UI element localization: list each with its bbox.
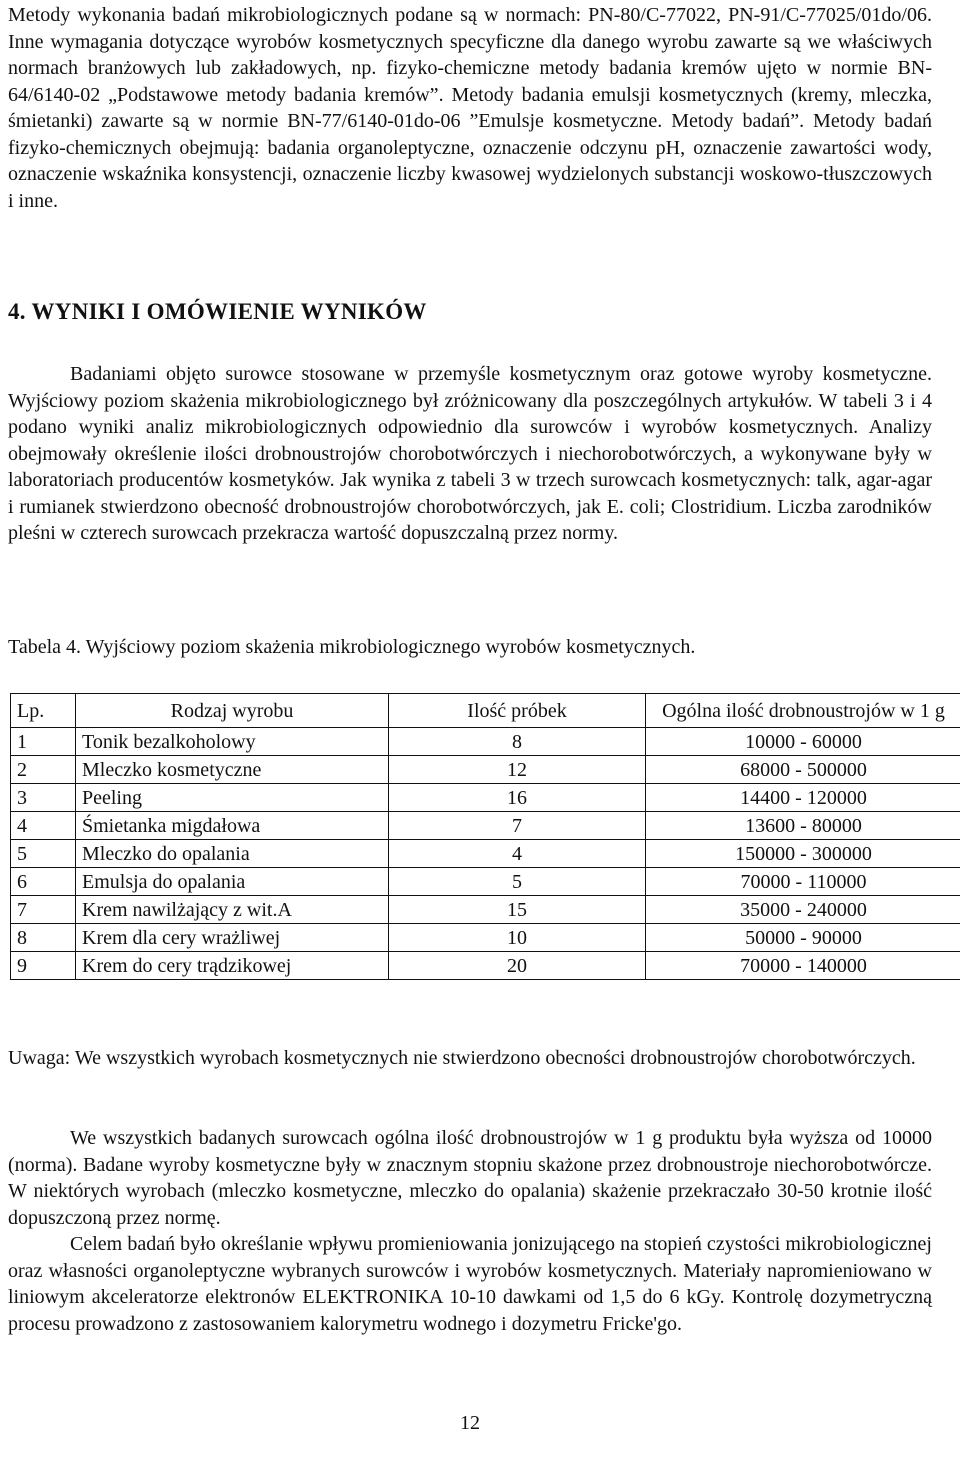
row-sample-count: 12 xyxy=(389,756,646,784)
row-sample-count: 4 xyxy=(389,840,646,868)
row-sample-count: 7 xyxy=(389,812,646,840)
row-lp: 4 xyxy=(11,812,76,840)
row-sample-count: 20 xyxy=(389,952,646,980)
table-row xyxy=(11,728,960,756)
row-sample-count: 5 xyxy=(389,868,646,896)
row-microbe-count: 50000 - 90000 xyxy=(646,924,960,952)
row-product-type: Krem dla cery wrażliwej xyxy=(76,924,389,952)
table-row xyxy=(11,952,960,980)
table-row xyxy=(11,896,960,924)
row-lp: 1 xyxy=(11,728,76,756)
header-microbe-count: Ogólna ilość drobnoustrojów w 1 g xyxy=(646,694,960,728)
row-product-type: Tonik bezalkoholowy xyxy=(76,728,389,756)
header-sample-count: Ilość próbek xyxy=(389,694,646,728)
header-lp: Lp. xyxy=(11,694,76,728)
table-row xyxy=(11,812,960,840)
results-table xyxy=(10,693,960,980)
row-microbe-count: 70000 - 110000 xyxy=(646,868,960,896)
row-product-type: Mleczko do opalania xyxy=(76,840,389,868)
page-number: 12 xyxy=(460,1412,480,1434)
conclusions xyxy=(8,1125,932,1337)
intro-paragraph: Metody wykonania badań mikrobiologicznych podane są w normach: PN-80/C-77022, PN-91/C-77025/01do/06. Inne wymagania dotyczące wyrobów kosmetycznych specyficzne dla danego wyrobu zawarte są we właściwych normach branżowych lub zakładowych, np. fizyko-chemiczne metody badania kremów ujęto w normie BN-64/6140-02 „Podstawowe metody badania kremów”. Metody badania emulsji kosmetycznych (kremy, mleczka, śmietanki) zawarte są w normie BN-77/6140-01do-06 ”Emulsje kosmetyczne. Metody badań”. Metody badań fizyko-chemicznych obejmują: badania organoleptyczne, oznaczenie odczynu pH, oznaczenie zawartości wody, oznaczenie wskaźnika konsystencji, oznaczenie liczby kwasowej wydzielonych substancji woskowo-tłuszczowych i inne. xyxy=(8,4,932,212)
row-sample-count: 15 xyxy=(389,896,646,924)
row-microbe-count: 14400 - 120000 xyxy=(646,784,960,812)
row-lp: 3 xyxy=(11,784,76,812)
table-row xyxy=(11,868,960,896)
row-lp: 7 xyxy=(11,896,76,924)
row-lp: 6 xyxy=(11,868,76,896)
row-sample-count: 16 xyxy=(389,784,646,812)
row-lp: 2 xyxy=(11,756,76,784)
row-lp: 5 xyxy=(11,840,76,868)
row-sample-count: 10 xyxy=(389,924,646,952)
table-row xyxy=(11,840,960,868)
table-row xyxy=(11,756,960,784)
table-caption: Tabela 4. Wyjściowy poziom skażenia mikrobiologicznego wyrobów kosmetycznych. xyxy=(8,636,696,658)
row-microbe-count: 68000 - 500000 xyxy=(646,756,960,784)
row-microbe-count: 70000 - 140000 xyxy=(646,952,960,980)
row-lp: 8 xyxy=(11,924,76,952)
row-microbe-count: 35000 - 240000 xyxy=(646,896,960,924)
conclusions-paragraph-1: We wszystkich badanych surowcach ogólna ilość drobnoustrojów w 1 g produktu była wyższa od 10000 (norma). Badane wyroby kosmetyczne były w znacznym stopniu skażone przez drobnoustroje niechorobotwórcze. W niektórych wyrobach (mleczko kosmetyczne, mleczko do opalania) skażenie przekraczało 30-50 krotnie ilość dopuszczoną przez normę. xyxy=(8,1127,932,1229)
table-row xyxy=(11,924,960,952)
results-paragraph: Badaniami objęto surowce stosowane w przemyśle kosmetycznym oraz gotowe wyroby kosmetyczne. Wyjściowy poziom skażenia mikrobiologicznego był zróżnicowany dla poszczególnych artykułów. W tabeli 3 i 4 podano wyniki analiz mikrobiologicznych odpowiednio dla surowców i wyrobów kosmetycznych. Analizy obejmowały określenie ilości drobnoustrojów chorobotwórczych i niechorobotwórczych, a wykonywane były w laboratoriach producentów kosmetyków. Jak wynika z tabeli 3 w trzech surowcach kosmetycznych: talk, agar-agar i rumianek stwierdzono obecność drobnoustrojów chorobotwórczych, jak E. coli; Clostridium. Liczba zarodników pleśni w czterech surowcach przekracza wartość dopuszczalną przez normy. xyxy=(8,363,932,544)
row-product-type: Mleczko kosmetyczne xyxy=(76,756,389,784)
row-microbe-count: 150000 - 300000 xyxy=(646,840,960,868)
row-sample-count: 8 xyxy=(389,728,646,756)
row-product-type: Emulsja do opalania xyxy=(76,868,389,896)
row-product-type: Krem nawilżający z wit.A xyxy=(76,896,389,924)
row-lp: 9 xyxy=(11,952,76,980)
row-microbe-count: 13600 - 80000 xyxy=(646,812,960,840)
row-product-type: Krem do cery trądzikowej xyxy=(76,952,389,980)
conclusions-paragraph-2: Celem badań było określanie wpływu promieniowania jonizującego na stopień czystości mikrobiologicznej oraz własności organoleptyczne wybranych surowców i wyrobów kosmetycznych. Materiały napromieniowano w liniowym akceleratorze elektronów ELEKTRONIKA 10-10 dawkami od 1,5 do 6 kGy. Kontrolę dozymetryczną procesu prowadzono z zastosowaniem kalorymetru wodnego i dozymetru Fricke'go. xyxy=(8,1233,932,1335)
table-header-row xyxy=(11,694,960,728)
row-product-type: Śmietanka migdałowa xyxy=(76,812,389,840)
table-note: Uwaga: We wszystkich wyrobach kosmetycznych nie stwierdzono obecności drobnoustrojów chorobotwórczych. xyxy=(8,1047,916,1069)
row-product-type: Peeling xyxy=(76,784,389,812)
section-heading: 4. WYNIKI I OMÓWIENIE WYNIKÓW xyxy=(8,299,427,324)
row-microbe-count: 10000 - 60000 xyxy=(646,728,960,756)
header-product-type: Rodzaj wyrobu xyxy=(76,694,389,728)
table-row xyxy=(11,784,960,812)
